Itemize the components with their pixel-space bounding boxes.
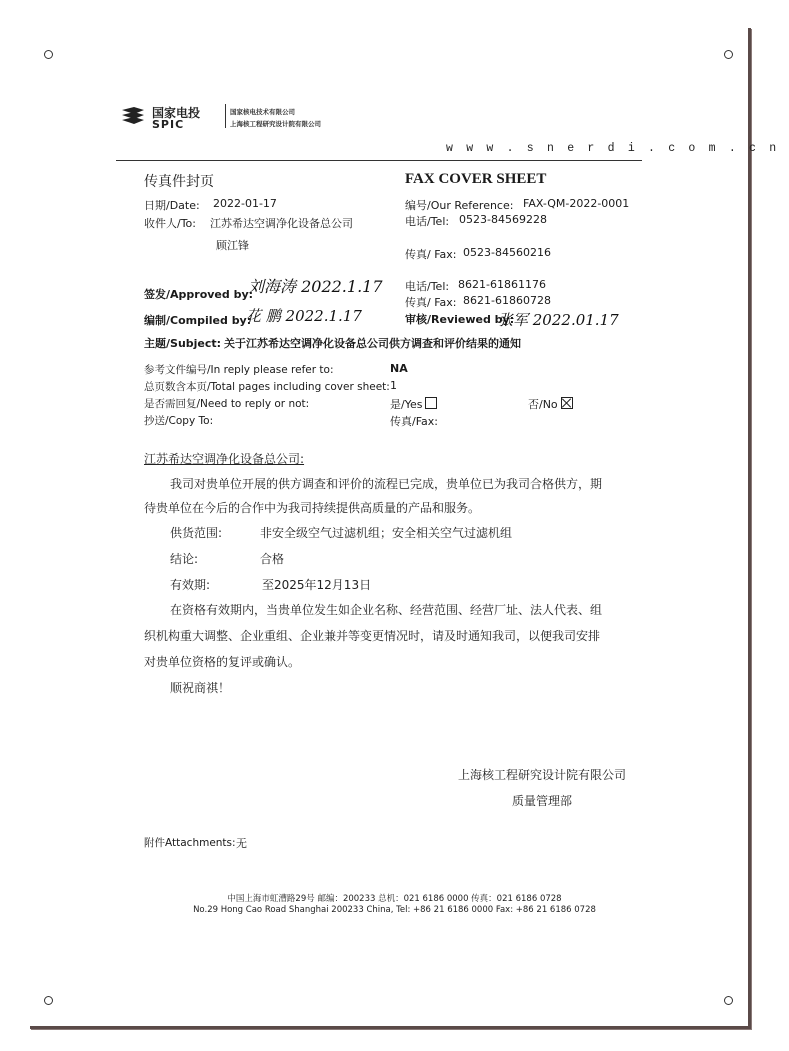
para2-line3: 对贵单位资格的复评或确认。 [144, 655, 301, 669]
para1-line1: 我司对贵单位开展的供方调查和评价的流程已完成，贵单位已为我司合格供方，期 [170, 477, 603, 491]
attachments-label: 附件Attachments: [144, 837, 236, 849]
para2-line1: 在资格有效期内，当贵单位发生如企业名称、经营范围、经营厂址、法人代表、组 [170, 603, 603, 617]
tel1-value: 0523-84569228 [459, 213, 547, 226]
punch-hole-top-left [44, 50, 53, 59]
tel1-label: 电话/Tel: [405, 215, 450, 228]
header-rule [116, 160, 642, 161]
tel2-value: 8621-61861176 [458, 278, 546, 291]
conclusion-value: 合格 [260, 552, 285, 566]
compiled-label: 编制/Compiled by: [144, 314, 252, 327]
punch-hole-bottom-left [44, 996, 53, 1005]
no-option [528, 396, 573, 412]
fax1-value: 0523-84560216 [463, 246, 551, 259]
logo-cn: 国家电投 [152, 106, 201, 120]
ref-value: FAX-QM-2022-0001 [523, 197, 630, 210]
to-label: 收件人/To: [144, 217, 196, 230]
logo-divider [225, 104, 226, 128]
footer-line-2: No.29 Hong Cao Road Shanghai 200233 China, Tel: +86 21 6186 0000 Fax: +86 21 6186 0728 [193, 905, 596, 915]
title-en: FAX COVER SHEET [405, 171, 547, 187]
date-label: 日期/Date: [144, 199, 200, 212]
website: w w w . s n e r d i . c o m . c n [446, 142, 780, 155]
subject-label: 主题/Subject: [144, 337, 222, 350]
title-cn: 传真件封页 [144, 174, 214, 190]
pages-value: 1 [390, 379, 397, 392]
salutation: 江苏希达空调净化设备总公司: [144, 452, 305, 466]
reviewed-signature: 张军 2022.01.17 [498, 311, 619, 329]
attachments-value: 无 [236, 837, 247, 850]
subject-value: 关于江苏希达空调净化设备总公司供方调查和评价结果的通知 [224, 337, 521, 350]
para1-line2: 待贵单位在今后的合作中为我司持续提供高质量的产品和服务。 [144, 501, 481, 515]
reply-ref-label: 参考文件编号/In reply please refer to: [144, 364, 334, 376]
need-reply-label: 是否需回复/Need to reply or not: [144, 398, 310, 410]
reply-ref-value: NA [390, 362, 408, 375]
logo-en: SPIC [152, 118, 185, 131]
validity-value: 至2025年12月13日 [262, 578, 372, 592]
fax2-value: 8621-61860728 [463, 294, 551, 307]
yes-option [390, 396, 437, 412]
no-label: 否/No [528, 398, 558, 411]
ref-label: 编号/Our Reference: [405, 199, 514, 212]
approved-label: 签发/Approved by: [144, 288, 254, 301]
punch-hole-bottom-right [724, 996, 733, 1005]
punch-hole-top-right [724, 50, 733, 59]
fax1-label: 传真/ Fax: [405, 248, 457, 261]
pages-label: 总页数含本页/Total pages including cover sheet: [144, 381, 390, 393]
footer-line-1: 中国上海市虹漕路29号 邮编：200233 总机：021 6186 0000 传真：021 6186 0728 [227, 894, 562, 904]
tel2-label: 电话/Tel: [405, 280, 450, 293]
scope-value: 非安全级空气过滤机组；安全相关空气过滤机组 [260, 526, 513, 540]
sign-dept: 质量管理部 [512, 794, 573, 808]
to-value-company: 江苏希达空调净化设备总公司 [210, 217, 353, 230]
copy-label: 抄送/Copy To: [144, 415, 214, 427]
fax2-label: 传真/ Fax: [405, 296, 457, 309]
validity-label: 有效期: [170, 578, 211, 592]
to-value-person: 顾江锋 [216, 239, 249, 252]
reviewed-label: 审核/Reviewed by: [405, 313, 515, 326]
sign-org: 上海核工程研究设计院有限公司 [458, 768, 627, 782]
para2-line2: 织机构重大调整、企业重组、企业兼并等变更情况时，请及时通知我司，以便我司安排 [144, 629, 601, 643]
approved-signature: 刘海涛 2022.1.17 [248, 277, 383, 296]
scope-label: 供货范围: [170, 526, 223, 540]
closing: 顺祝商祺！ [170, 681, 231, 695]
no-checkbox[interactable] [561, 397, 573, 409]
compiled-signature: 花 鹏 2022.1.17 [246, 307, 362, 325]
copy-fax-label: 传真/Fax: [390, 415, 438, 428]
spic-logo-icon [120, 106, 146, 126]
yes-checkbox[interactable] [425, 397, 437, 409]
org-line-1: 国家核电技术有限公司 [230, 108, 295, 116]
date-value: 2022-01-17 [213, 197, 277, 210]
org-line-2: 上海核工程研究设计院有限公司 [230, 120, 321, 128]
conclusion-label: 结论: [170, 552, 199, 566]
yes-label: 是/Yes [390, 398, 423, 411]
